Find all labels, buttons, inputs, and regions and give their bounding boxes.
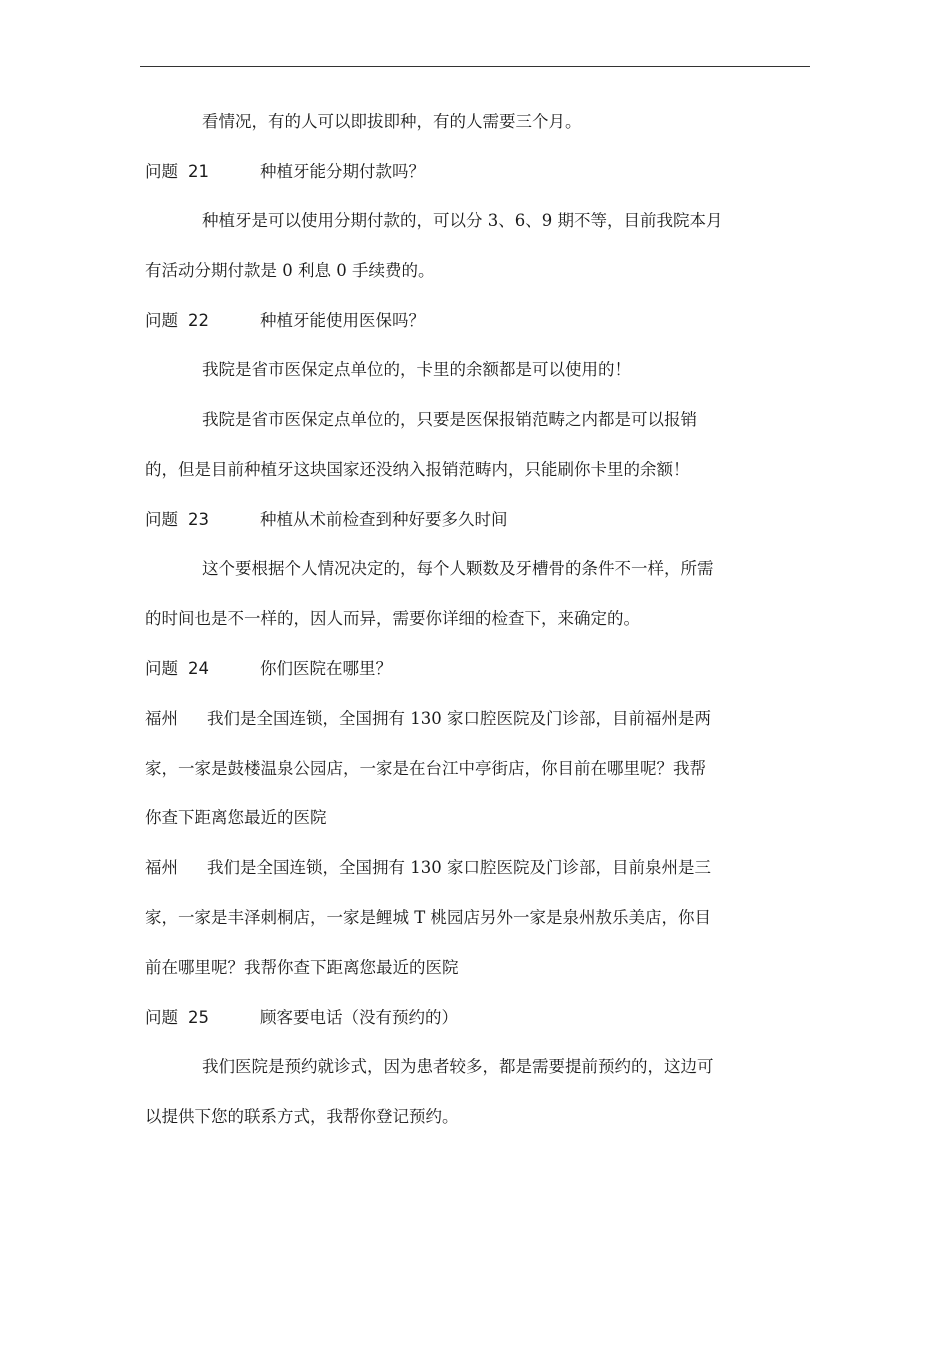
paragraph-line: 前在哪里呢？我帮你查下距离您最近的医院 bbox=[145, 958, 459, 977]
paragraph-line: 我院是省市医保定点单位的，卡里的余额都是可以使用的！ bbox=[202, 360, 631, 379]
location-answer-line: 福州 我们是全国连锁，全国拥有 130 家口腔医院及门诊部，目前泉州是三 bbox=[145, 856, 815, 880]
paragraph-line: 的时间也是不一样的，因人而异，需要你详细的检查下，来确定的。 bbox=[145, 609, 640, 628]
paragraph-line: 看情况，有的人可以即拔即种，有的人需要三个月。 bbox=[202, 112, 582, 131]
location-label: 福州 bbox=[145, 858, 178, 877]
paragraph-line: 我们医院是预约就诊式，因为患者较多，都是需要提前预约的，这边可 bbox=[202, 1057, 714, 1076]
header-rule bbox=[140, 66, 810, 67]
paragraph-line: 家，一家是丰泽刺桐店，一家是鲤城 T 桃园店另外一家是泉州敖乐美店，你目 bbox=[145, 908, 711, 927]
location-label: 福州 bbox=[145, 709, 178, 728]
location-answer-line: 福州 我们是全国连锁，全国拥有 130 家口腔医院及门诊部，目前福州是两 bbox=[145, 707, 815, 731]
paragraph-line: 的，但是目前种植牙这块国家还没纳入报销范畴内，只能刷你卡里的余额！ bbox=[145, 460, 690, 479]
question-heading-25: 问题 25 顾客要电话（没有预约的） bbox=[145, 1008, 458, 1027]
paragraph-line: 有活动分期付款是 0 利息 0 手续费的。 bbox=[145, 261, 435, 280]
paragraph-line: 种植牙是可以使用分期付款的，可以分 3、6、9 期不等，目前我院本月 bbox=[202, 211, 723, 230]
question-heading-23: 问题 23 种植从术前检查到种好要多久时间 bbox=[145, 510, 508, 529]
paragraph-line: 我院是省市医保定点单位的，只要是医保报销范畴之内都是可以报销 bbox=[202, 410, 697, 429]
question-heading-22: 问题 22 种植牙能使用医保吗？ bbox=[145, 311, 425, 330]
paragraph-line: 以提供下您的联系方式，我帮你登记预约。 bbox=[145, 1107, 459, 1126]
question-heading-21: 问题 21 种植牙能分期付款吗？ bbox=[145, 162, 425, 181]
question-heading-24: 问题 24 你们医院在哪里？ bbox=[145, 659, 392, 678]
paragraph-line: 这个要根据个人情况决定的，每个人颗数及牙槽骨的条件不一样，所需 bbox=[202, 559, 714, 578]
paragraph-line: 家，一家是鼓楼温泉公园店，一家是在台江中亭街店，你目前在哪里呢？我帮 bbox=[145, 759, 706, 778]
paragraph-line: 你查下距离您最近的医院 bbox=[145, 808, 327, 827]
